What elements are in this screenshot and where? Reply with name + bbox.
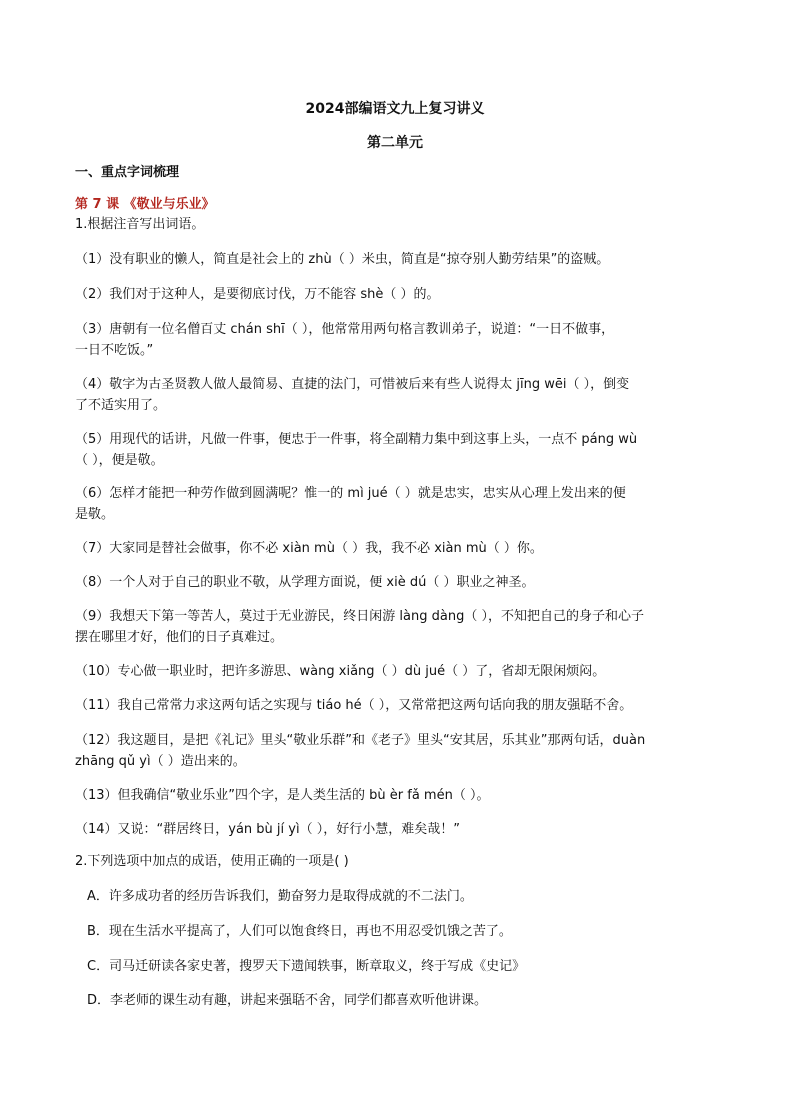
q2-option-c: C．司马迁研读各家史著，搜罗天下遗闻轶事，断章取义，终于写成《史记》: [87, 959, 526, 974]
q1-item-10: （10）专心做一职业时，把许多游思、wàng xiǎng（ ）dù jué（ ）了，省却无限闲烦闷。: [75, 664, 606, 679]
q1-item-3: （3）唐朝有一位名僧百丈 chán shī（ ），他常常用两句格言教训弟子，说道：“一日不做事，: [75, 322, 615, 337]
q1-item-5: （5）用现代的话讲，凡做一件事，便忠于一件事，将全副精力集中到这事上头，一点不 páng wù: [75, 432, 638, 447]
q1-item-3-cont: 一日不吃饭。”: [75, 343, 154, 358]
q2-option-a: A．许多成功者的经历告诉我们，勤奋努力是取得成就的不二法门。: [87, 889, 473, 904]
q1-item-8: （8）一个人对于自己的职业不敬，从学理方面说，便 xiè dú（ ）职业之神圣。: [75, 575, 535, 590]
q1-item-2: （2）我们对于这种人，是要彻底讨伐，万不能容 shè（ ）的。: [75, 287, 440, 302]
q1-item-11: （11）我自己常常力求这两句话之实现与 tiáo hé（ ），又常常把这两句话向我的朋友强聒不舍。: [75, 698, 633, 713]
q1-item-12: （12）我这题目，是把《礼记》里头“敬业乐群”和《老子》里头“安其居，乐其业”那两句话，duàn: [75, 733, 646, 748]
q1-item-6-cont: 是敬。: [75, 507, 115, 522]
q1-item-4: （4）敬字为古圣贤教人做人最简易、直捷的法门，可惜被后来有些人说得太 jīng wēi（ ），倒变: [75, 377, 630, 392]
unit-title: 第二单元: [367, 135, 423, 151]
q1-item-6: （6）怎样才能把一种劳作做到圆满呢？惟一的 mì jué（ ）就是忠实，忠实从心理上发出来的便: [75, 486, 626, 501]
q1-item-12-cont: zhāng qǔ yì（ ）造出来的。: [75, 754, 246, 769]
section-heading: 一、重点字词梳理: [75, 165, 180, 180]
q1-item-9-cont: 摆在哪里才好，他们的日子真难过。: [75, 630, 284, 645]
question-1-heading: 1.根据注音写出词语。: [75, 217, 205, 232]
question-2-heading: 2.下列选项中加点的成语，使用正确的一项是( ): [75, 854, 349, 869]
q1-item-4-cont: 了不适实用了。: [75, 398, 167, 413]
document-title: 2024部编语文九上复习讲义: [305, 101, 485, 117]
lesson-heading: 第 7 课 《敬业与乐业》: [75, 197, 215, 212]
q1-item-14: （14）又说：“群居终日，yán bù jí yì（ ），好行小慧，难矣哉！”: [75, 822, 460, 837]
q1-item-9: （9）我想天下第一等苦人，莫过于无业游民，终日闲游 làng dàng（ ），不知把自己的身子和心子: [75, 609, 644, 624]
q2-option-b: B．现在生活水平提高了，人们可以饱食终日，再也不用忍受饥饿之苦了。: [87, 924, 512, 939]
q2-option-d: D．李老师的课生动有趣，讲起来强聒不舍，同学们都喜欢听他讲课。: [87, 993, 488, 1008]
q1-item-1: （1）没有职业的懒人，简直是社会上的 zhù（ ）米虫，简直是“掠夺别人勤劳结果”的盗贼。: [75, 252, 610, 267]
q1-item-7: （7）大家同是替社会做事，你不必 xiàn mù（ ）我，我不必 xiàn mù（ ）你。: [75, 541, 543, 556]
q1-item-13: （13）但我确信“敬业乐业”四个字，是人类生活的 bù èr fǎ mén（ ）。: [75, 788, 490, 803]
q1-item-5-cont: （ ），便是敬。: [75, 453, 164, 468]
